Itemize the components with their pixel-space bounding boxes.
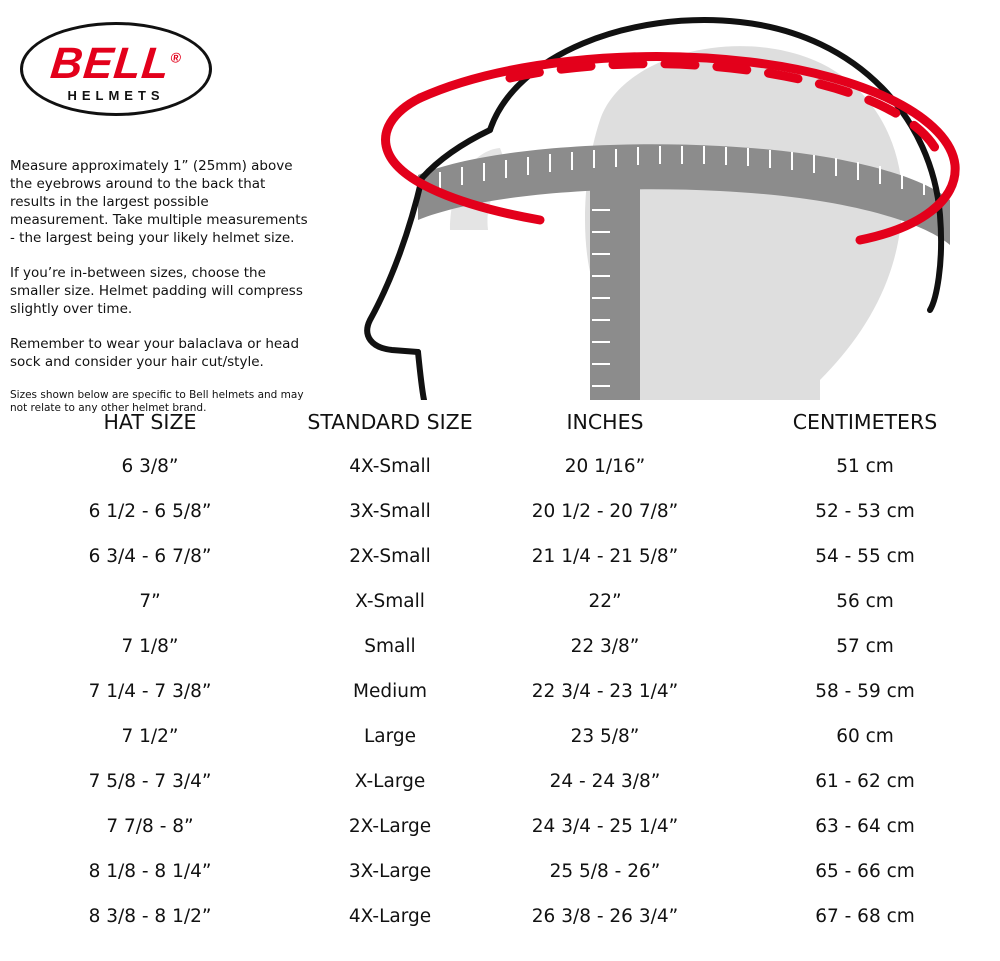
table-cell: 24 3/4 - 25 1/4” <box>531 816 679 837</box>
table-cell: 63 - 64 cm <box>815 816 915 837</box>
table-cell: 57 cm <box>836 636 894 657</box>
table-cell: 21 1/4 - 21 5/8” <box>531 546 679 567</box>
head-measurement-diagram <box>300 0 1000 400</box>
table-cell: Medium <box>353 681 427 702</box>
table-row <box>0 759 1000 804</box>
table-row <box>0 579 1000 624</box>
table-cell: 23 5/8” <box>570 726 640 747</box>
table-row <box>0 849 1000 894</box>
table-cell: 7” <box>139 591 161 612</box>
instruction-paragraph-3: Remember to wear your balaclava or head sock and consider your hair cut/style. <box>10 335 300 370</box>
table-cell: 8 1/8 - 8 1/4” <box>88 861 212 882</box>
logo-subtitle: HELMETS <box>67 88 165 103</box>
logo-registered-mark: ® <box>169 49 183 66</box>
table-cell: 65 - 66 cm <box>815 861 915 882</box>
table-cell: 3X-Large <box>348 861 432 882</box>
table-cell: 54 - 55 cm <box>815 546 915 567</box>
table-cell: 6 3/8” <box>121 456 179 477</box>
table-cell: 25 5/8 - 26” <box>549 861 661 882</box>
table-row <box>0 444 1000 489</box>
head-silhouette-shadow <box>450 46 902 400</box>
table-cell: 3X-Small <box>349 501 431 522</box>
table-cell: 6 1/2 - 6 5/8” <box>88 501 212 522</box>
table-cell: Small <box>364 636 416 657</box>
bell-helmets-logo <box>20 22 216 120</box>
table-cell: 2X-Small <box>349 546 431 567</box>
table-cell: Large <box>363 726 417 747</box>
table-row <box>0 669 1000 714</box>
instruction-paragraph-1: Measure approximately 1” (25mm) above the eyebrows around to the back that results in the largest possible measurement. Take multiple measurements - the largest being your likely helmet size. <box>10 158 308 246</box>
table-cell: 20 1/16” <box>564 456 646 477</box>
table-cell: 2X-Large <box>348 816 432 837</box>
table-cell: X-Small <box>355 591 425 612</box>
logo-brand-text <box>17 39 214 89</box>
table-row <box>0 714 1000 759</box>
column-header-centimeters: CENTIMETERS <box>792 410 938 434</box>
illustration-area <box>0 0 1000 414</box>
table-cell: X-Large <box>354 771 426 792</box>
table-cell: 6 3/4 - 6 7/8” <box>88 546 212 567</box>
table-row <box>0 624 1000 669</box>
table-cell: 4X-Large <box>348 906 432 927</box>
table-cell: 7 1/8” <box>121 636 179 657</box>
table-cell: 51 cm <box>836 456 894 477</box>
instruction-paragraph-4: Sizes shown below are specific to Bell helmets and may not relate to any other helmet brand. <box>10 388 304 414</box>
table-cell: 58 - 59 cm <box>815 681 915 702</box>
instruction-paragraph-2: If you’re in-between sizes, choose the smaller size. Helmet padding will compress slightly over time. <box>10 264 303 317</box>
column-header-standard-size: STANDARD SIZE <box>307 410 473 434</box>
table-cell: 22 3/8” <box>570 636 640 657</box>
table-row <box>0 804 1000 849</box>
measuring-instructions <box>10 158 310 432</box>
table-row <box>0 489 1000 534</box>
table-cell: 60 cm <box>836 726 894 747</box>
table-cell: 22” <box>588 591 622 612</box>
table-cell: 56 cm <box>836 591 894 612</box>
table-row <box>0 534 1000 579</box>
table-cell: 26 3/8 - 26 3/4” <box>531 906 679 927</box>
table-row <box>0 894 1000 939</box>
table-cell: 20 1/2 - 20 7/8” <box>531 501 679 522</box>
table-cell: 7 5/8 - 7 3/4” <box>88 771 212 792</box>
logo-brand-label: BELL <box>48 39 173 88</box>
table-cell: 7 1/2” <box>121 726 179 747</box>
table-header-row <box>0 402 1000 444</box>
column-header-hat-size: HAT SIZE <box>103 410 197 434</box>
table-cell: 22 3/4 - 23 1/4” <box>531 681 679 702</box>
column-header-inches: INCHES <box>566 410 644 434</box>
table-cell: 4X-Small <box>349 456 431 477</box>
table-cell: 67 - 68 cm <box>815 906 915 927</box>
table-cell: 52 - 53 cm <box>815 501 915 522</box>
table-cell: 61 - 62 cm <box>815 771 915 792</box>
table-cell: 8 3/8 - 8 1/2” <box>88 906 212 927</box>
table-cell: 7 7/8 - 8” <box>106 816 194 837</box>
table-cell: 7 1/4 - 7 3/8” <box>88 681 212 702</box>
helmet-size-table <box>0 402 1000 939</box>
table-cell: 24 - 24 3/8” <box>549 771 661 792</box>
